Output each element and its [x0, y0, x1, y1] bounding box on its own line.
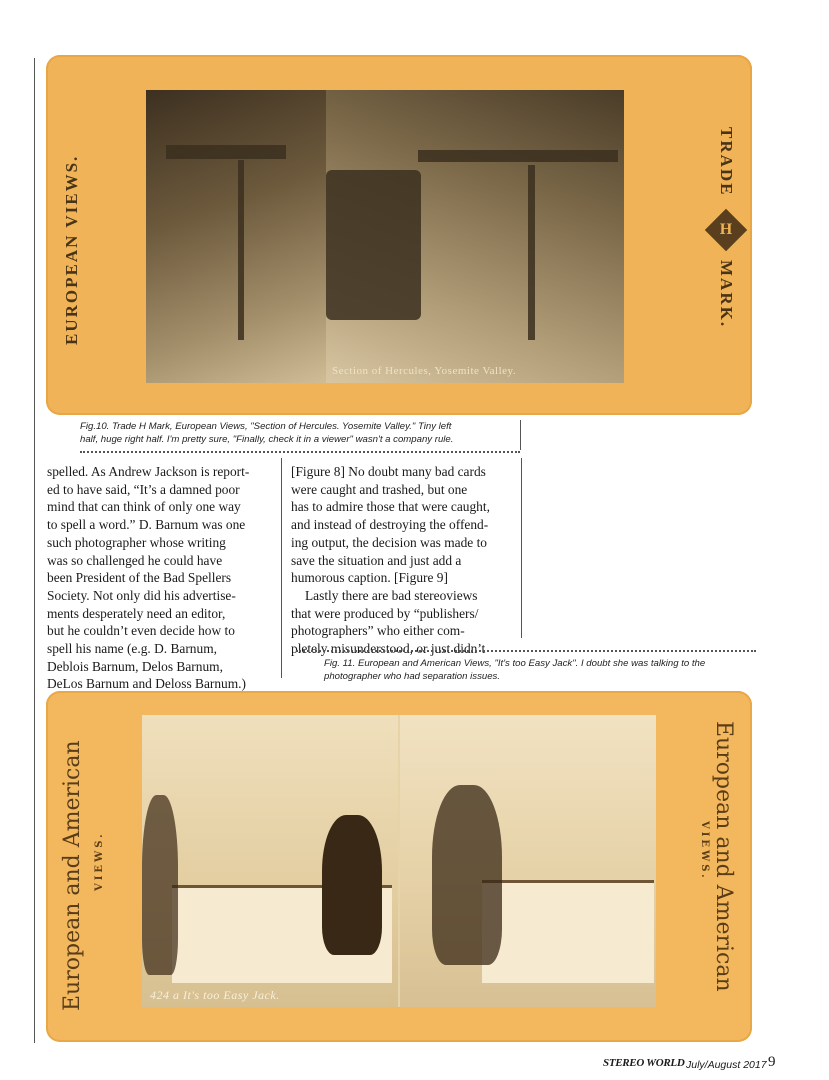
mark-label: MARK.	[717, 260, 736, 329]
card-side-title-right: European and American	[711, 721, 736, 992]
text-line: and instead of destroying the offend-	[291, 517, 489, 533]
trade-label: TRADE	[717, 127, 736, 197]
text-line: that were produced by “publishers/	[291, 605, 479, 621]
magazine-name: STEREO WORLD	[603, 1057, 685, 1069]
european-views-label: EUROPEAN VIEWS.	[62, 154, 81, 345]
text-line: were caught and trashed, but one	[291, 481, 468, 497]
log-section	[326, 170, 421, 320]
caption-divider	[296, 650, 756, 652]
post	[528, 165, 535, 340]
photo-left-half	[146, 90, 326, 383]
text-line: to spell a word.” D. Barnum was one	[47, 517, 246, 533]
text-line: mind that can think of only one way	[47, 499, 241, 515]
text-column-right	[291, 463, 526, 658]
text-line: but he couldn’t even decide how to	[47, 623, 235, 639]
text-line: spelled. As Andrew Jackson is report-	[47, 464, 250, 479]
text-line: spell his name (e.g. D. Barnum,	[47, 641, 217, 657]
photo-caption-hercules: Section of Hercules, Yosemite Valley.	[332, 365, 517, 377]
h-emblem-icon	[705, 209, 747, 251]
caption-line: Fig.10. Trade H Mark, European Views, "Section of Hercules. Yosemite Valley." Tiny left	[80, 421, 452, 432]
text-line: ed to have said, “It’s a damned poor	[47, 481, 240, 497]
caption-line: half, huge right half. I'm pretty sure, "Finally, check it in a viewer" wasn't a company rule.	[80, 434, 454, 445]
card-side-sub-left: VIEWS.	[94, 831, 105, 891]
log-section	[166, 145, 286, 159]
stereo-photo-hercules	[146, 90, 624, 383]
page-number: 9	[768, 1054, 776, 1070]
text-line: Society. Not only did his advertise-	[47, 587, 236, 603]
issue-date: July/August 2017	[686, 1059, 767, 1071]
text-line: Lastly there are bad stereoviews	[305, 587, 478, 603]
card-side-sub-right: VIEWS.	[699, 821, 710, 881]
card-side-title-left: European and American	[60, 740, 85, 1011]
caption-divider	[80, 451, 520, 453]
fig11-caption	[324, 657, 754, 683]
log-section	[418, 150, 618, 162]
text-line: has to admire those that were caught,	[291, 499, 490, 515]
emblem-letter: H	[719, 221, 733, 238]
stereo-photo-easy-jack	[142, 715, 656, 1007]
post	[238, 160, 244, 340]
text-line: was so challenged he could have	[47, 552, 223, 568]
child-figure	[432, 785, 502, 965]
text-line: humorous caption. [Figure 9]	[291, 570, 448, 586]
text-line: such photographer whose writing	[47, 534, 226, 550]
caption-line: photographer who had separation issues.	[324, 671, 501, 682]
fig10-caption	[80, 420, 520, 446]
caption-rule	[520, 420, 521, 450]
text-line: DeLos Barnum and Deloss Barnum.)	[47, 676, 246, 692]
column-rule	[281, 458, 282, 678]
text-line: ments desperately need an editor,	[47, 605, 226, 621]
caption-line: Fig. 11. European and American Views, "It's too Easy Jack". I doubt she was talking to the	[324, 658, 706, 669]
text-line: [Figure 8] No doubt many bad cards	[291, 464, 486, 479]
stereoview-card-fig11	[46, 691, 752, 1042]
text-line: pletely misunderstood, or just didn’t	[291, 641, 486, 657]
text-line: Deblois Barnum, Delos Barnum,	[47, 658, 223, 674]
photo-caption-easy-jack: 424 a It's too Easy Jack.	[150, 988, 280, 1002]
child-figure	[142, 795, 178, 975]
table-cloth	[482, 880, 654, 983]
column-rule-right	[521, 458, 522, 638]
stereoview-card-fig10	[46, 55, 752, 415]
text-line: photographers” who either com-	[291, 623, 465, 639]
dog-figure	[322, 815, 382, 955]
text-line: save the situation and just add a	[291, 552, 462, 568]
text-line: been President of the Bad Spellers	[47, 570, 232, 586]
left-margin-rule	[34, 58, 35, 1043]
text-line: ing output, the decision was made to	[291, 534, 487, 550]
text-column-left	[47, 463, 282, 693]
